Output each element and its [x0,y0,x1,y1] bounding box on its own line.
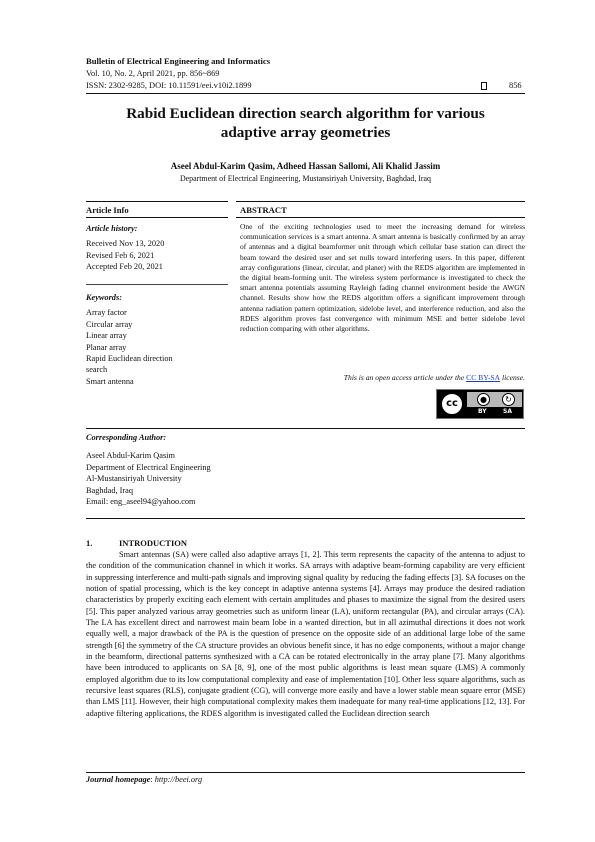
open-access-suffix: license. [500,373,525,382]
keyword-item: Planar array [86,342,127,352]
corresponding-bottom-rule [86,518,525,519]
section-title: INTRODUCTION [119,538,188,548]
article-info-heading: Article Info [86,205,129,215]
cc-by-sa-badge[interactable] [436,389,524,419]
section-heading-introduction [86,538,187,548]
abstract-heading-rule [236,217,525,218]
article-info-top-rule [86,201,228,202]
abstract-text: One of the exciting technologies used to meet the increasing demand for wireless communication services is a smart antenna. A smart antenna is basically confirmed by an array of antennas and a digital beamformer unit through which cellular base station can direct the beam toward the desired user and set nulls toward interfering users. In this paper, different array configurations (linear, circular, and planer) with the REDS algorithm are implemented in the digital beam-forming unit. The wireless system performance is investigated to check the smart antenna potentials assuming Rayleigh fading channel environment beside the AWGN channel. Results show how the REDS algorithm offers a significant improvement through antenna radiation pattern optimization, sidelobe level, and interference reduction, and also the RDES algorithm proves fast convergence with minimum MSE and better sidelobe level reduction comparing with other algorithms. [240,222,525,334]
corresponding-top-rule [86,428,525,429]
introduction-body [86,549,525,719]
authors: Aseel Abdul-Karim Qasim, Adheed Hassan Sallomi, Ali Khalid Jassim [170,161,441,171]
corresponding-department: Department of Electrical Engineering [86,462,211,472]
corresponding-author-details [86,450,211,508]
abstract-top-rule [236,201,525,202]
history-received: Received Nov 13, 2020 [86,239,165,249]
article-info-heading-rule [86,217,228,218]
volume-line: Vol. 10, No. 2, April 2021, pp. 856~869 [86,69,220,78]
keyword-item: Rapid Euclidean direction [86,354,173,364]
keyword-item: Smart antenna [86,376,134,386]
corresponding-name: Aseel Abdul-Karim Qasim [86,451,175,460]
title-line-2: adaptive array geometries [220,124,391,141]
keyword-item: search [86,365,108,375]
affiliation: Department of Electrical Engineering, Mustansiriyah University, Baghdad, Iraq [179,174,432,183]
footer-rule [86,772,525,773]
corresponding-city: Baghdad, Iraq [86,485,133,495]
share-alike-icon: ↻ [502,393,515,406]
article-history [86,223,228,273]
cc-by-sa-link[interactable]: CC BY-SA [466,373,501,382]
header-rule [86,93,525,94]
title-line-1: Rabid Euclidean direction search algorithm for various [126,105,485,122]
corresponding-university: Al-Mustansiriyah University [86,474,182,484]
keyword-item: Array factor [86,308,127,318]
badge-by-label: BY [478,408,487,415]
abstract-heading: ABSTRACT [240,205,287,215]
journal-homepage-label: Journal homepage [86,775,151,784]
keyword-item: Linear array [86,331,127,341]
keywords-block [86,292,228,387]
footer [86,775,202,784]
open-access-notice [240,373,525,382]
creative-commons-icon: cc [440,392,464,416]
journal-homepage-link[interactable]: http://beei.org [154,775,203,784]
introduction-paragraph: Smart antennas (SA) were called also adaptive arrays [1, 2]. This term represents the capacity of the antenna to adjust to the condition of the communication channel in which it works. SA arrays with adaptive beam-forming capability are very efficient in suppressing interference and multi-path signals and improving signal quality by reducing the fading effects [3]. SA focuses on the notion of spatial processing, which is the key concept in adaptive antenna systems [4]. Arrays may produce the desired radiation characteristics by properly exciting each element with certain amplitudes and phases to maximize the signal from the desired users [5]. This paper analyzed various array geometries such as uniform linear (LA), uniform rectangular (PA), and circular arrays (CA). The LA has excellent direct and narrowest main beam lobe in a wanted direction, but in all azimuthal directions it does not work equally well, a major drawback of the PA is the question of presence on the opposite side of an additional large lobe of the same strength [6] the symmetry of the CA structure provides an obvious benefit since, it has no edge components, without a major change in the beamform, directional patterns synthesized with a CA can be rotated electronically in the array plane [7]. Many algorithms have been introduced to applicants on SA [8, 9], one of the most public algorithms is least mean square (LMS) A commonly employed algorithm due to its low computational complexity and ease of implementation [10]. Other less square algorithms, such as recursive least squares (RLS), conjugate gradient (CG), will converge more easily and have a lower stable mean square error (MSE) than LMS [11]. However, their high computational complexity makes them inadequate for many real-time applications [12, 13]. For adaptive filtering applications, the RDES algorithm is investigated called the Euclidean direction search [86,550,525,718]
history-divider [86,284,228,285]
badge-sa-label: SA [503,408,512,415]
history-accepted: Accepted Feb 20, 2021 [86,262,163,272]
page-box-icon [481,82,487,90]
attribution-person-icon: ● [477,393,490,406]
page-number: 856 [509,81,522,90]
journal-name: Bulletin of Electrical Engineering and Informatics [86,56,271,66]
keywords-label: Keywords: [86,293,122,302]
issn-doi-line: ISSN: 2302-9285, DOI: 10.11591/eei.v10i2.1899 [86,81,252,90]
footer-colon: : [150,775,155,784]
corresponding-email: Email: eng_aseel94@yahoo.com [86,497,196,507]
corresponding-author-label: Corresponding Author: [86,433,167,442]
keyword-item: Circular array [86,319,133,329]
paper-title [86,104,525,142]
history-revised: Revised Feb 6, 2021 [86,250,155,260]
article-history-label: Article history: [86,224,138,233]
open-access-prefix: This is an open access article under the [343,373,467,382]
section-number: 1. [86,538,93,548]
